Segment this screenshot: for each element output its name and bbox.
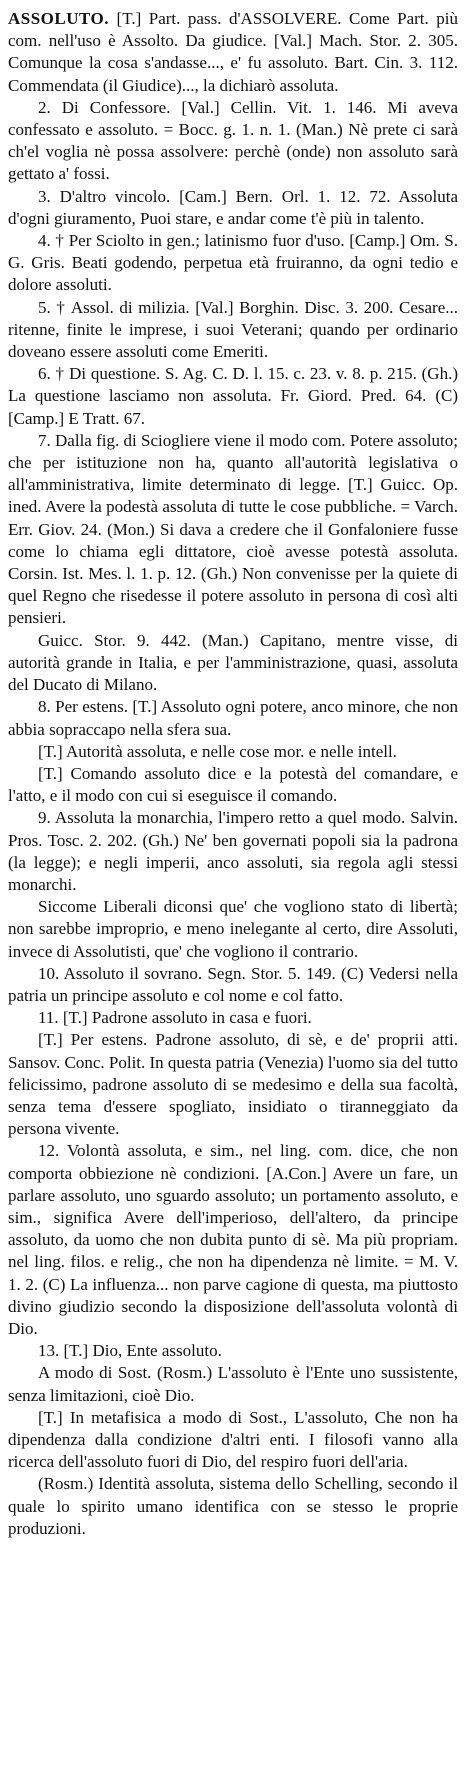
entry-lead-text: [T.] Part. pass. d'ASSOLVERE. Come Part. più com. nell'uso è Assolto. Da giudice. [Val.] Mach. Stor. 2. 305. Comunque la cosa s'andasse..., e' fu assoluto. Bart. Cin. 3. 112. Commendata (il Giudice)..., la dichiarò assoluta. xyxy=(8,9,458,95)
sense-13-identita-assoluta: (Rosm.) Identità assoluta, sistema dello Schelling, secondo il quale lo spirito umano identifica con se stesso le proprie produzioni. xyxy=(8,1474,458,1538)
sense-4-sciolto: 4. † Per Sciolto in gen.; latinismo fuor d'uso. [Camp.] Om. S. G. Gris. Beati godendo, perpetua età fruiranno, da ogni tedio e dolore assoluti. xyxy=(8,231,458,295)
sense-7-guicciardini-quote: Guicc. Stor. 9. 442. (Man.) Capitano, mentre visse, di autorità grande in Italia, e per l'amministrazione, quasi, assoluta del Ducato di Milano. xyxy=(8,630,458,695)
sense-6-questione: 6. † Di questione. S. Ag. C. D. l. 15. c. 23. v. 8. p. 215. (Gh.) La questione lasciamo non assoluta. Fr. Giord. Pred. 64. (C) [Camp.] E Tratt. 67. xyxy=(8,364,458,428)
sense-9-monarchia: 9. Assoluta la monarchia, l'impero retto a quel modo. Salvin. Pros. Tosc. 2. 202. (Gh.) Ne' ben governati popoli sia la padrona (la legge); e negli imperii, anco assoluti, sia regola agli stessi monarchi. xyxy=(8,808,458,894)
sense-13-metafisica: [T.] In metafisica a modo di Sost., L'assoluto, Che non ha dipendenza dalla condizione d'altri enti. I filosofi vanno alla ricerca dell'assoluto fuori di Dio, del respiro fuori dell'aria. xyxy=(8,1407,458,1472)
sense-12-volonta-assoluta: 12. Volontà assoluta, e sim., nel ling. com. dice, che non comporta obbiezione nè condizioni. [A.Con.] Avere un fare, un parlare assoluto, uno sguardo assoluto; un portamento assoluto, e sim., significa Avere dell'imperioso, dell'altero, da principe assoluto, da uomo che non dubita punto di sè. Ma più propriam. nel ling. filos. e relig., che non ha dipendenza nè limite. = M. V. 1. 2. (C) La influenza... non parve cagione di questa, ma piuttosto divino giudizio secondo la disposizione dell'assoluta volontà di Dio. xyxy=(8,1141,458,1338)
sense-3-altro-vincolo: 3. D'altro vincolo. [Cam.] Bern. Orl. 1. 12. 72. Assoluta d'ogni giuramento, Puoi stare, e andar come t'è più in talento. xyxy=(8,186,458,228)
sense-8-comando-assoluto: [T.] Comando assoluto dice e la potestà del comandare, e l'atto, e il modo con cui si eseguisce il comando. xyxy=(8,763,458,806)
sense-2-confessore: 2. Di Confessore. [Val.] Cellin. Vit. 1. 146. Mi aveva confessato e assoluto. = Bocc. g. 1. n. 1. (Man.) Nè prete ci sarà ch'el voglia nè possa assolvere: perchè (onde) non assoluto sarà gettato a' fossi. xyxy=(8,97,458,184)
sense-10-sovrano: 10. Assoluto il sovrano. Segn. Stor. 5. 149. (C) Vedersi nella patria un principe assoluto e col nome e col fatto. xyxy=(8,963,458,1005)
sense-7-potere-assoluto: 7. Dalla fig. di Sciogliere viene il modo com. Potere assoluto; che per istituzione non ha, quanto all'autorità legislativa o all'amministrativa, limite determinato di legge. [T.] Guicc. Op. ined. Avere la podestà assoluta di tutte le cose pubbliche. = Varch. Err. Giov. 24. (Mon.) Si dava a credere che il Gonfaloniere fusse come lo chiama egli dittatore, cioè avesse potestà assoluta. Corsin. Ist. Mes. l. 1. p. 12. (Gh.) Non convenisse per la quiete di quel Regno che risedesse il potere assoluto in persona di così alti pensieri. xyxy=(8,430,458,628)
sense-11-padrone: 11. [T.] Padrone assoluto in casa e fuori. xyxy=(38,1008,312,1028)
sense-8-per-estensione: 8. Per estens. [T.] Assoluto ogni potere, anco minore, che non abbia sopraccapo nella sfera sua. xyxy=(8,697,458,739)
sense-11-per-estensione: [T.] Per estens. Padrone assoluto, di sè, e de' proprii atti. Sansov. Conc. Polit. In questa patria (Venezia) l'uomo sia del tutto felicissimo, padrone assoluto di se medesimo e della sua facoltà, senza tema d'essere spogliato, insidiato o tiranneggiato da persona vivente. xyxy=(8,1030,459,1139)
sense-5-milizia: 5. † Assol. di milizia. [Val.] Borghin. Disc. 3. 200. Cesare... ritenne, finite le imprese, i suoi Veterani; quando per ordinario doveano essere assoluti come Emeriti. xyxy=(8,297,458,362)
sense-13-dio-ente: 13. [T.] Dio, Ente assoluto. xyxy=(38,1341,222,1361)
sense-8-autorita-assoluta: [T.] Autorità assoluta, e nelle cose mor. e nelle intell. xyxy=(38,741,397,761)
entry-headword: ASSOLUTO. xyxy=(8,9,110,28)
dictionary-entry-assoluto xyxy=(8,8,458,1540)
sense-9-liberali-note: Siccome Liberali diconsi que' che vogliono stato di libertà; non sarebbe improprio, e meno inelegante al certo, dire Assoluti, invece di Assolutisti, que' che vogliono il contrario. xyxy=(8,897,458,961)
sense-13-modo-di-sost: A modo di Sost. (Rosm.) L'assoluto è l'Ente uno sussistente, senza limitazioni, cioè Dio. xyxy=(8,1363,458,1405)
